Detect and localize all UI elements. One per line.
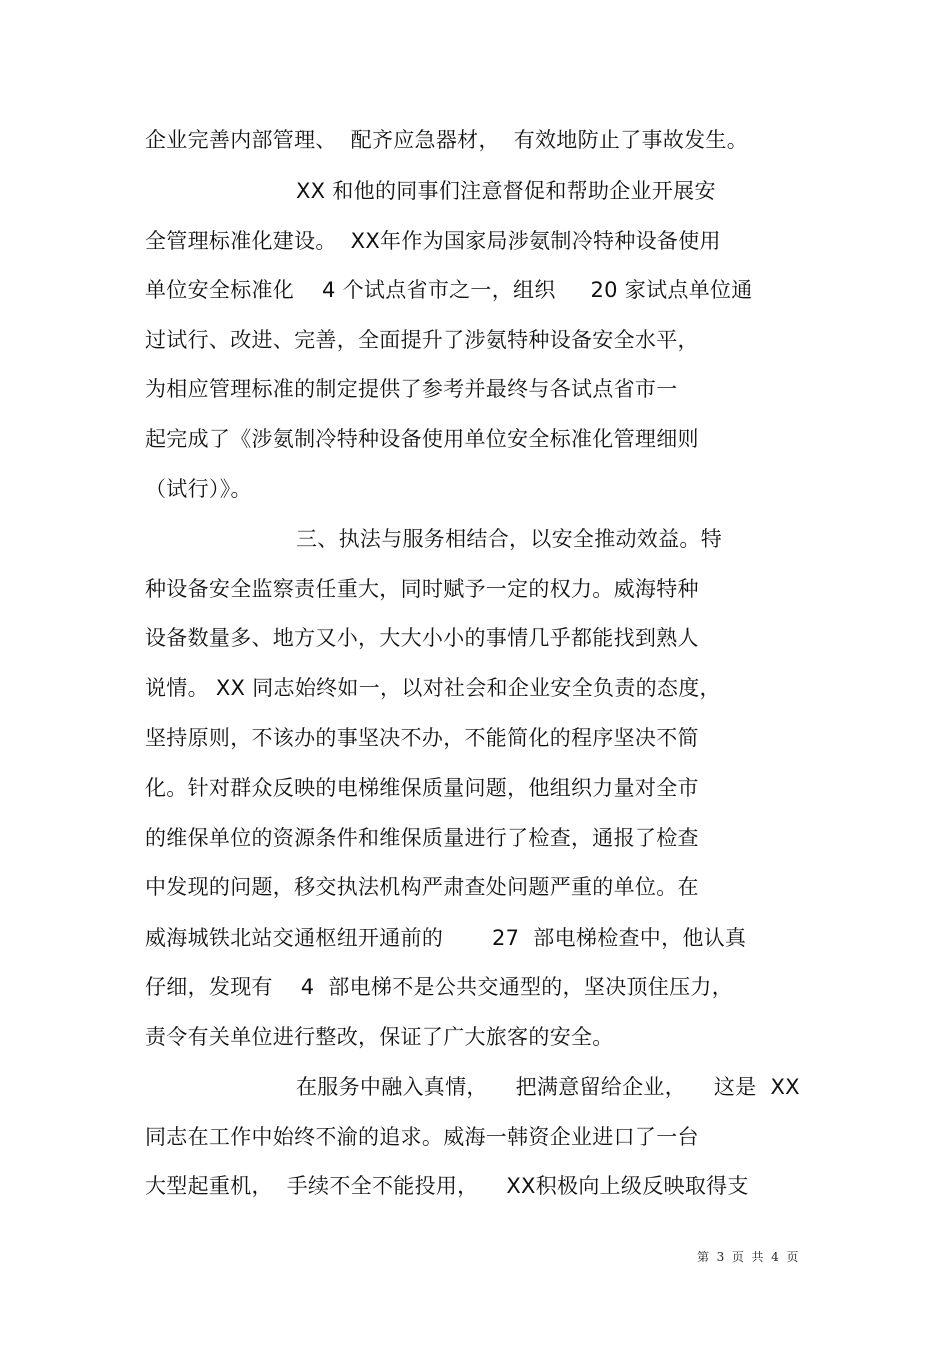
body-text-line: （试行）》。	[145, 477, 252, 501]
body-text-line: 同志在工作中始终不渝的追求。威海一韩资企业进口了一台	[145, 1125, 699, 1149]
page-number-footer: 第 3 页 共 4 页	[697, 1250, 799, 1264]
body-text-line: 坚持原则，不该办的事坚决不办，不能简化的程序坚决不简	[145, 726, 699, 750]
body-text-line: 单位安全标准化 4 个试点省市之一，组织 20 家试点单位通	[145, 278, 753, 302]
body-text-line: 的维保单位的资源条件和维保质量进行了检查，通报了检查	[145, 826, 699, 850]
body-text-line: 责令有关单位进行整改，保证了广大旅客的安全。	[145, 1025, 614, 1049]
body-text-line: 说情。 XX 同志始终如一，以对社会和企业安全负责的态度，	[145, 676, 721, 700]
body-text-line: 种设备安全监察责任重大，同时赋予一定的权力。威海特种	[145, 577, 699, 601]
body-text-line: 仔细，发现有 4 部电梯不是公共交通型的，坚决顶住压力，	[145, 975, 734, 999]
body-text-line: XX 和他的同事们注意督促和帮助企业开展安	[296, 179, 716, 203]
body-text-line: 过试行、改进、完善，全面提升了涉氨特种设备安全水平，	[145, 328, 699, 352]
body-text-line: 起完成了《涉氨制冷特种设备使用单位安全标准化管理细则	[145, 427, 699, 451]
body-text-line: 为相应管理标准的制定提供了参考并最终与各试点省市一	[145, 377, 678, 401]
body-text-line: 企业完善内部管理、 配齐应急器材， 有效地防止了事故发生。	[145, 128, 748, 152]
section-heading-line: 三、执法与服务相结合，以安全推动效益。特	[296, 527, 722, 551]
body-text-line: 全管理标准化建设。 XX年作为国家局涉氨制冷特种设备使用	[145, 229, 721, 253]
body-text-line: 化。针对群众反映的电梯维保质量问题，他组织力量对全市	[145, 776, 699, 800]
body-text-line: 中发现的问题，移交执法机构严肃查处问题严重的单位。在	[145, 875, 699, 899]
body-text-line: 大型起重机， 手续不全不能投用， XX积极向上级反映取得支	[145, 1174, 749, 1198]
body-text-line: 在服务中融入真情， 把满意留给企业， 这是 XX	[296, 1075, 800, 1099]
body-text-line: 威海城铁北站交通枢纽开通前的 27 部电梯检查中，他认真	[145, 926, 747, 950]
body-text-line: 设备数量多、地方又小，大大小小的事情几乎都能找到熟人	[145, 626, 699, 650]
